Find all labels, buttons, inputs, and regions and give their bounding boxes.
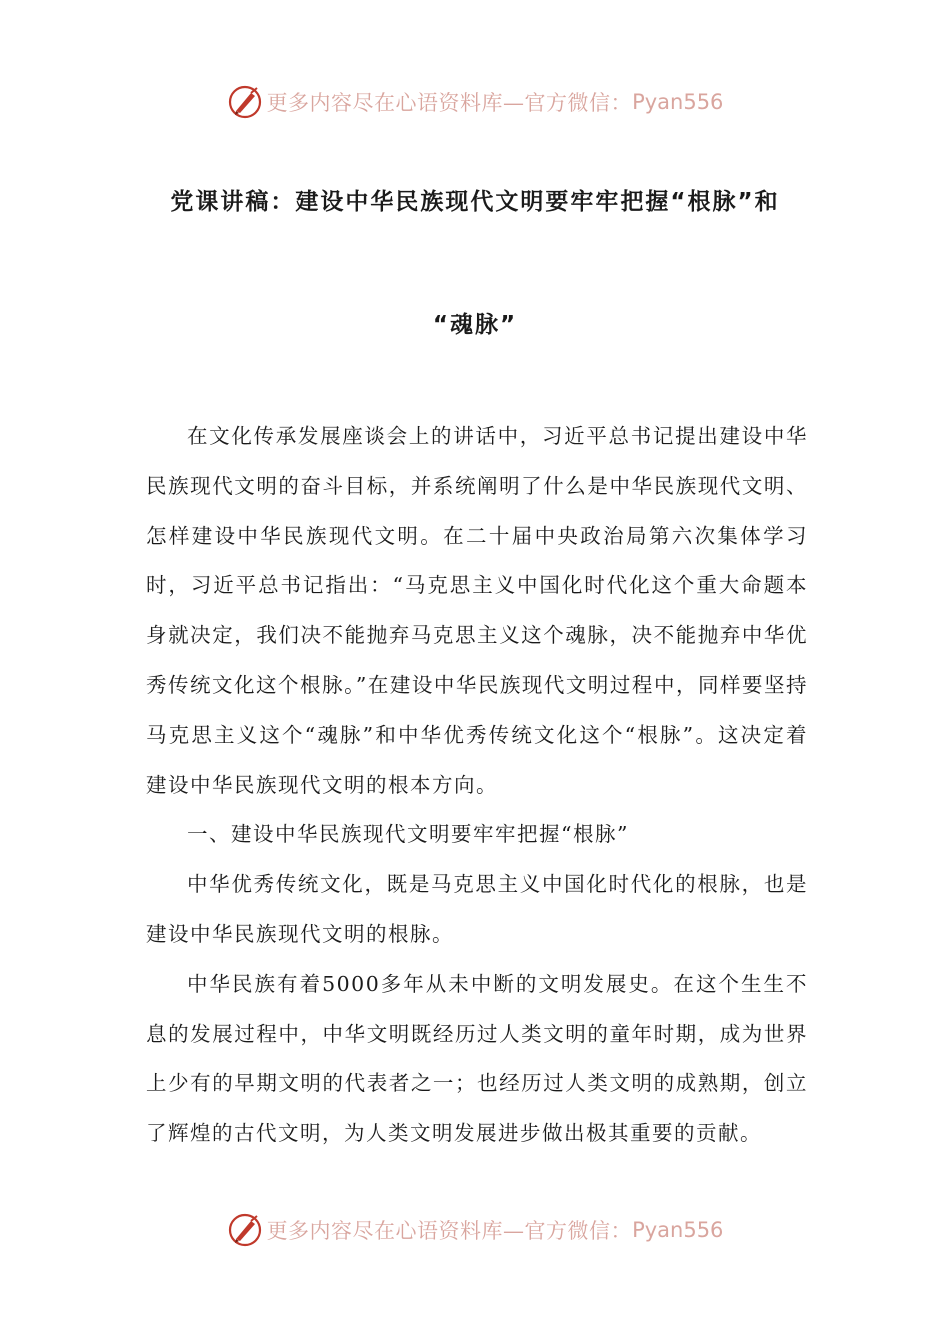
section-heading-1: 一、建设中华民族现代文明要牢牢把握“根脉” xyxy=(187,822,629,847)
document-body xyxy=(146,412,808,1159)
paragraph-intro: 在文化传承发展座谈会上的讲话中，习近平总书记提出建设中华民族现代文明的奋斗目标，并系统阐明了什么是中华民族现代文明、怎样建设中华民族现代文明。在二十届中央政治局第六次集体学习时，习近平总书记指出：“马克思主义中国化时代化这个重大命题本身就决定，我们决不能抛弃马克思主义这个魂脉，决不能抛弃中华优秀传统文化这个根脉。”在建设中华民族现代文明过程中，同样要坚持马克思主义这个“魂脉”和中华优秀传统文化这个“根脉”。这决定着建设中华民族现代文明的根本方向。 xyxy=(146,424,808,797)
watermark-text: 更多内容尽在心语资料库—官方微信： xyxy=(266,1219,633,1243)
document-title-line-1: 党课讲稿：建设中华民族现代文明要牢牢把握“根脉”和 xyxy=(170,189,780,215)
document-title-line-2: “魂脉” xyxy=(432,312,518,338)
watermark-wechat-id: Pyan556 xyxy=(632,90,724,114)
pen-logo-icon xyxy=(227,1212,263,1248)
pen-logo-icon xyxy=(227,84,263,120)
watermark-text: 更多内容尽在心语资料库—官方微信： xyxy=(266,91,633,115)
paragraph-root: 中华优秀传统文化，既是马克思主义中国化时代化的根脉，也是建设中华民族现代文明的根脉。 xyxy=(146,872,808,946)
watermark-wechat-id: Pyan556 xyxy=(632,1218,724,1242)
footer-watermark xyxy=(0,1208,950,1252)
header-watermark xyxy=(0,80,950,124)
paragraph-history: 中华民族有着5000多年从未中断的文明发展史。在这个生生不息的发展过程中，中华文明既经历过人类文明的童年时期，成为世界上少有的早期文明的代表者之一；也经历过人类文明的成熟期，创立了辉煌的古代文明，为人类文明发展进步做出极其重要的贡献。 xyxy=(146,971,808,1146)
